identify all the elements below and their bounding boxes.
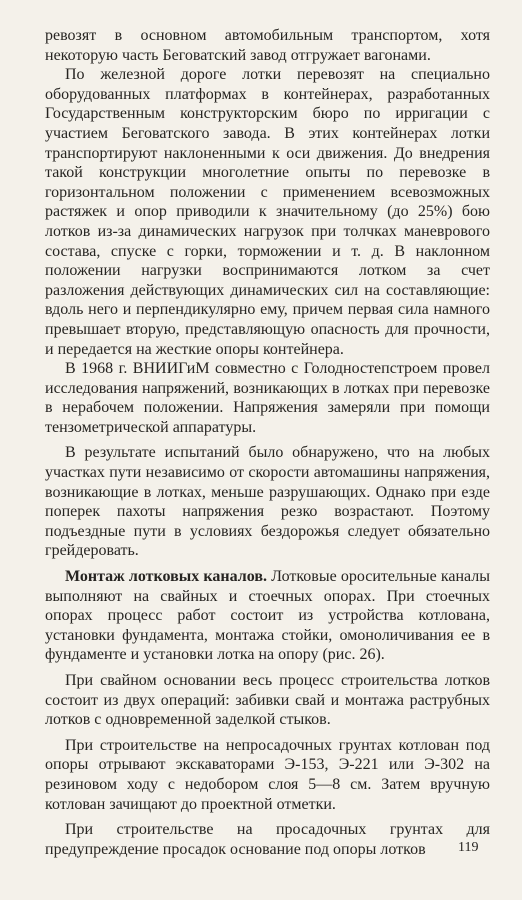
paragraph-6 — [45, 671, 490, 730]
paragraph-7-text: При строительстве на непросадочных грунтах котлован под опоры отрывают экскаваторами Э-153, Э-221 или Э-302 на резиновом ходу с недобором слоя 5—8 см. Затем вручную котлован зачищают до проектной отметки. — [45, 736, 490, 813]
paragraph-1 — [45, 26, 490, 65]
paragraph-8-text: При строительстве на просадочных грунтах для предупреждение просадок основание под опоры лотков — [45, 821, 490, 858]
paragraph-5 — [45, 567, 490, 665]
paragraph-7 — [45, 736, 490, 814]
paragraph-8 — [45, 820, 490, 859]
paragraph-2 — [45, 65, 490, 359]
paragraph-4 — [45, 443, 490, 561]
paragraph-3-text: В 1968 г. ВНИИГиМ совместно с Голодностепстроем провел исследования напряжений, возникающих в лотках при перевозке в нерабочем положении. Напряжения замеряли при помощи тензометрической аппаратуры. — [45, 360, 490, 436]
paragraph-6-text: При свайном основании весь процесс строительства лотков состоит из двух операций: забивки свай и монтажа раструбных лотков с одновременной заделкой стыков. — [45, 672, 490, 729]
paragraph-3 — [45, 359, 490, 437]
page-number: 119 — [458, 840, 479, 855]
page-body — [45, 26, 490, 859]
paragraph-5-text: Лотковые оросительные каналы выполняют на свайных и стоечных опорах. При стоечных опорах процесс работ состоит из устройства котлована, установки фундамента, монтажа стойки, омоноличивания ее в фундаменте и установки лотка на опору (рис. 26). — [45, 568, 491, 664]
paragraph-2-text: По железной дороге лотки перевозят на специально оборудованных платформах в контейнерах, разработанных Государственным конструкторским бюро по ирригации с участием Беговатского завода. В этих контейнерах лотки транспортируют наклоненными к оси движения. До внедрения такой конструкции многолетние опыты по перевозке в горизонтальном положении с применением всевозможных растяжек и опор приводили к значительному (до 25%) бою лотков из-за динамических нагрузок при толчках маневрового состава, спуске с горки, торможении и т. д. В наклонном положении нагрузки воспринимаются лотком за счет разложения действующих динамических сил на составляющие: вдоль него и перпендикулярно ему, причем первая сила намного превышает вторую, представляющую опасность для прочности, и передается на жесткие опоры контейнера. — [45, 66, 490, 358]
paragraph-1-text: ревозят в основном автомобильным транспортом, хотя некоторую часть Беговатский завод отгружает вагонами. — [45, 27, 490, 64]
section-heading: Монтаж лотковых каналов. — [65, 568, 267, 586]
paragraph-4-text: В результате испытаний было обнаружено, что на любых участках пути независимо от скорости автомашины напряжения, возникающие в лотках, меньше разрушающих. Однако при езде поперек пахоты напряжения резко возрастают. Поэтому подъездные пути в условиях бездорожья следует обязательно грейдеровать. — [45, 444, 490, 560]
